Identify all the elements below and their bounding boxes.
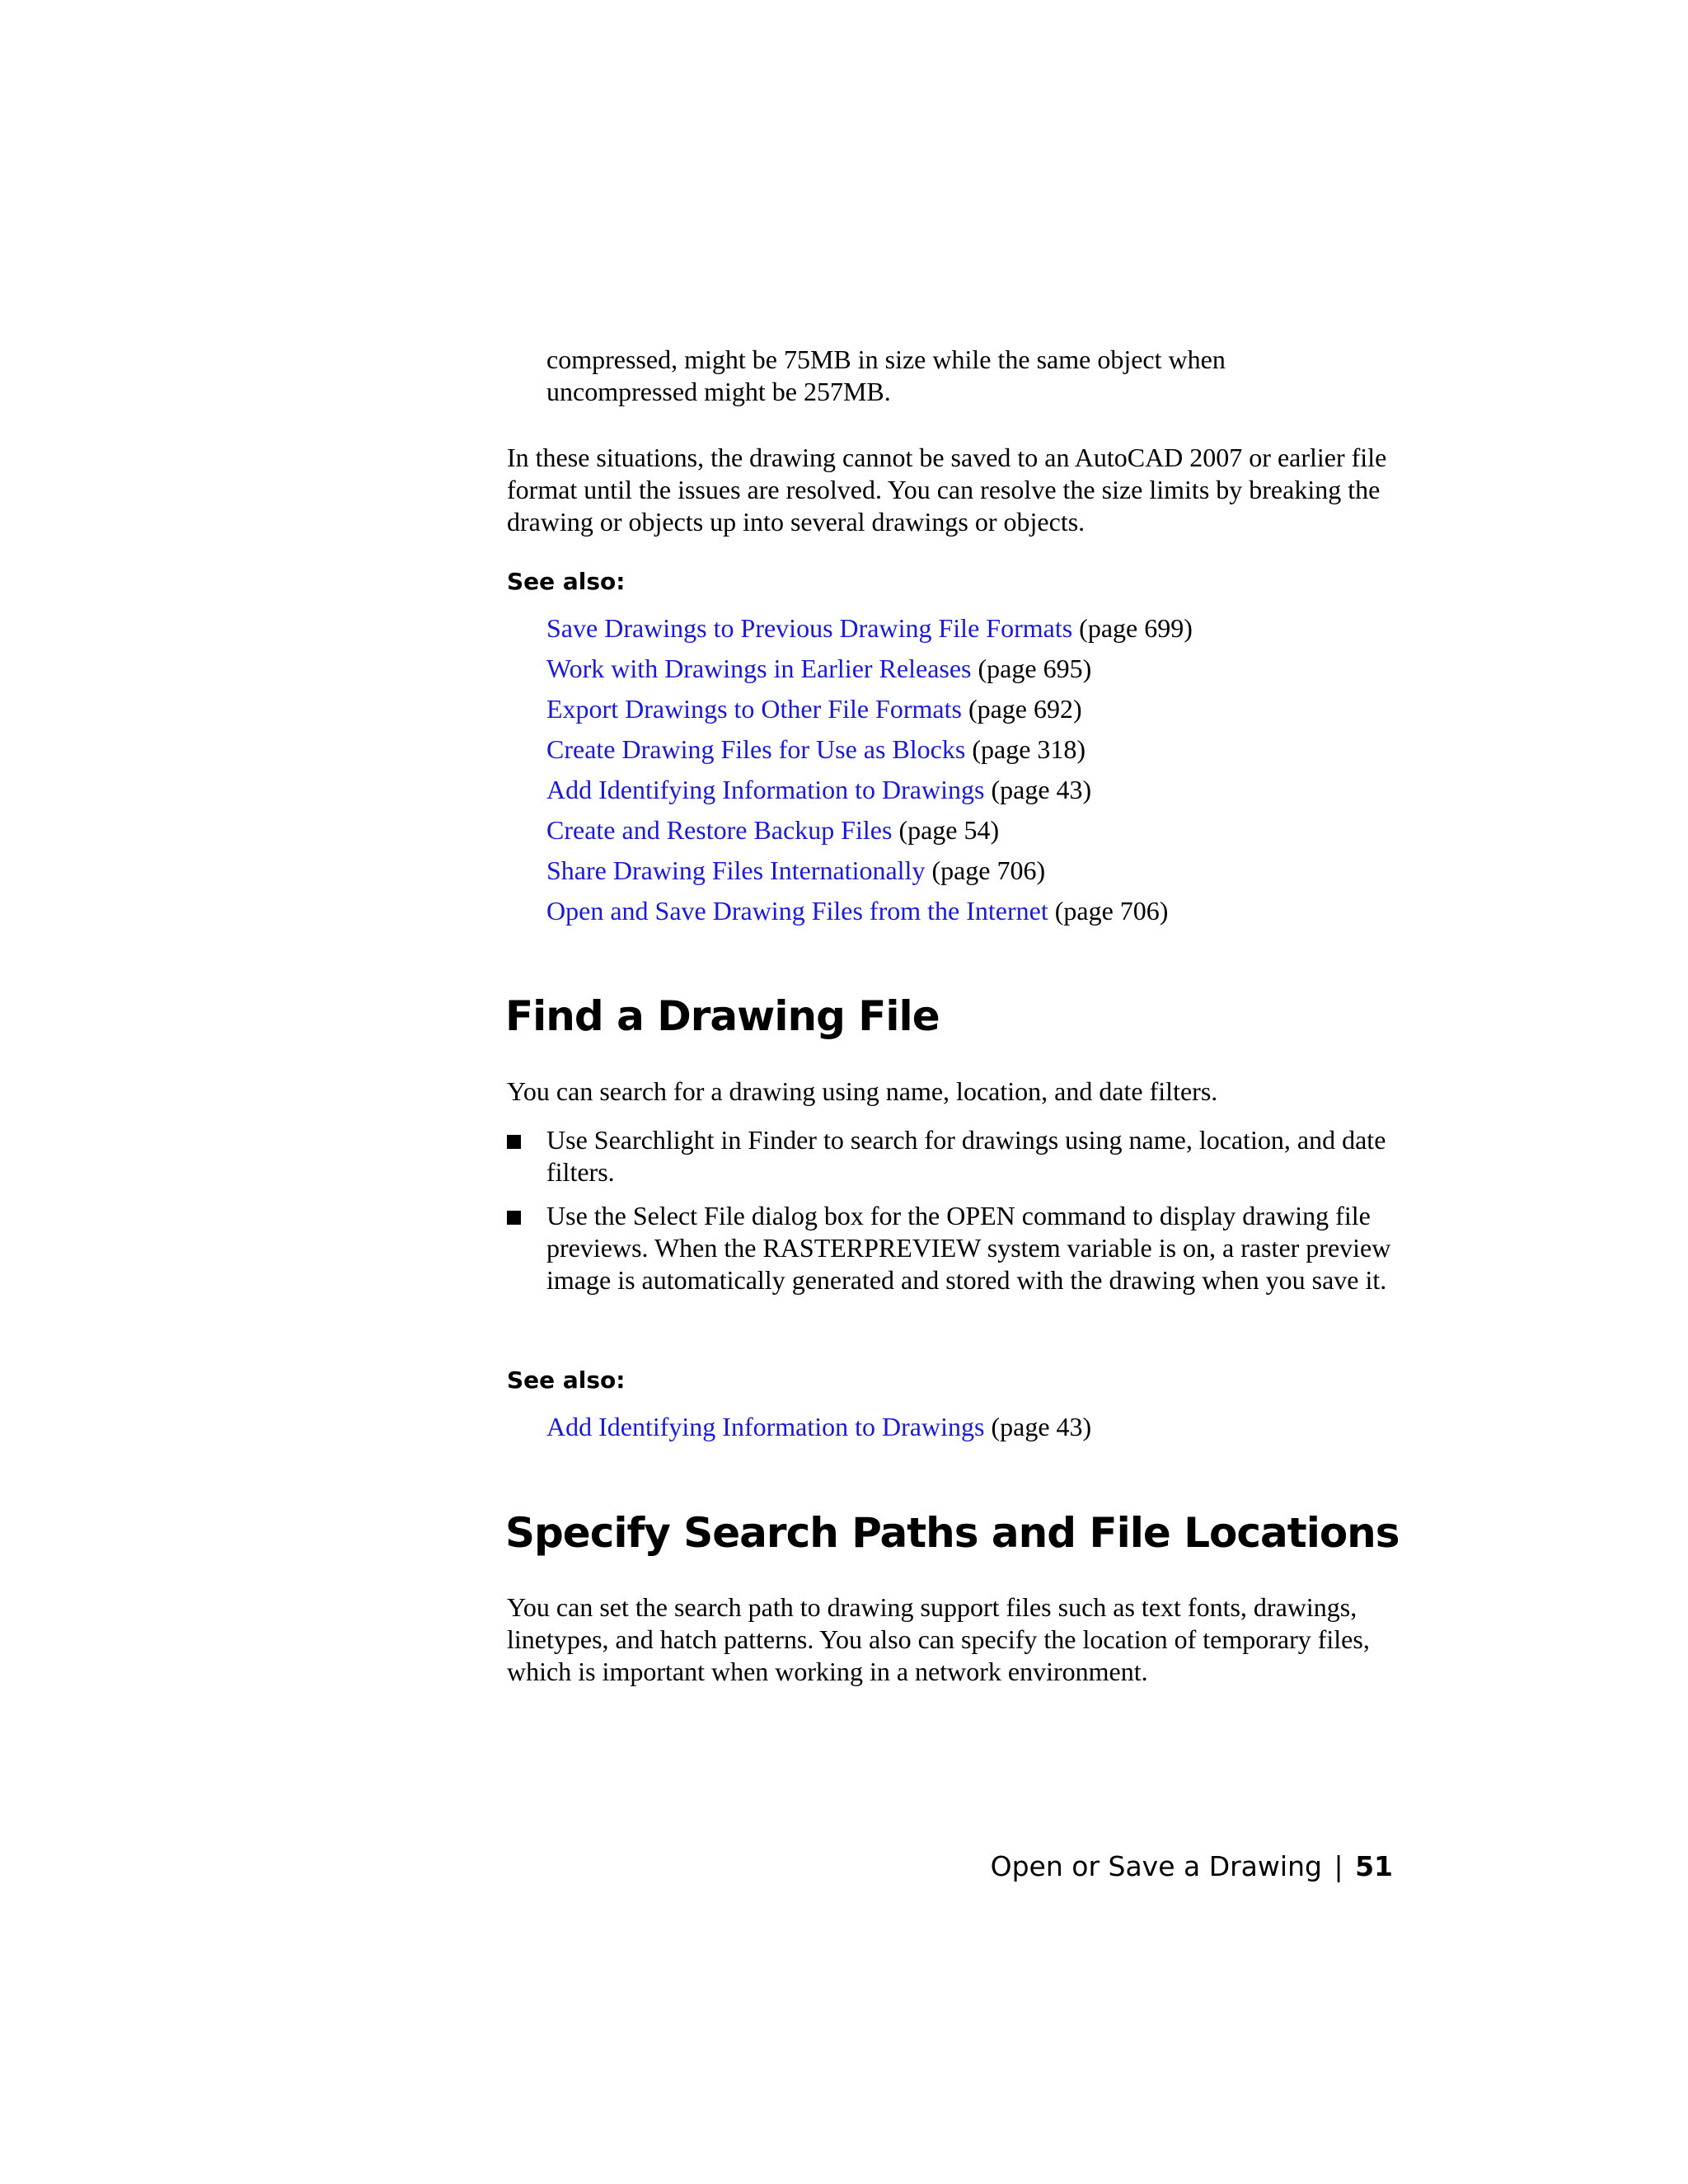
find-intro: You can search for a drawing using name, location, and date filters. bbox=[507, 1076, 1218, 1106]
see-also-item bbox=[546, 729, 1404, 770]
see-also-item bbox=[546, 891, 1404, 931]
page-number: 51 bbox=[1355, 1850, 1393, 1882]
page-reference: (page 706) bbox=[1054, 896, 1169, 926]
continued-text: compressed, might be 75MB in size while the same object when uncompressed might be 257MB. bbox=[546, 344, 1226, 406]
page-reference: (page 318) bbox=[972, 734, 1086, 764]
see-also-label: See also: bbox=[507, 568, 626, 595]
section-heading-search-paths: Specify Search Paths and File Locations bbox=[505, 1509, 1400, 1557]
see-also-link[interactable]: Share Drawing Files Internationally bbox=[546, 855, 926, 885]
bullet-item bbox=[507, 1124, 1405, 1188]
see-also-link[interactable]: Add Identifying Information to Drawings bbox=[546, 1412, 985, 1441]
see-also-item bbox=[546, 608, 1404, 649]
see-also-link[interactable]: Create and Restore Backup Files bbox=[546, 815, 893, 845]
see-also-item bbox=[546, 1407, 1404, 1447]
see-also-link[interactable]: Open and Save Drawing Files from the Internet bbox=[546, 896, 1048, 926]
page-reference: (page 43) bbox=[991, 1412, 1092, 1441]
page-footer bbox=[973, 1850, 1393, 1883]
see-also-item bbox=[546, 851, 1404, 891]
page-reference: (page 706) bbox=[931, 855, 1046, 885]
see-also-list bbox=[546, 1407, 1404, 1447]
see-also-link[interactable]: Work with Drawings in Earlier Releases bbox=[546, 654, 972, 683]
page-reference: (page 699) bbox=[1079, 613, 1193, 643]
page-reference: (page 43) bbox=[991, 775, 1092, 804]
find-bullet-list bbox=[507, 1124, 1405, 1308]
see-also-link[interactable]: Export Drawings to Other File Formats bbox=[546, 694, 962, 724]
footer-separator: | bbox=[1334, 1850, 1343, 1882]
intro-paragraph: In these situations, the drawing cannot be saved to an AutoCAD 2007 or earlier file format until the issues are resolved. You can resolve the size limits by breaking the drawing or objects up into several drawings or objects. bbox=[507, 443, 1387, 537]
page-reference: (page 692) bbox=[968, 694, 1082, 724]
search-paths-paragraph: You can set the search path to drawing support files such as text fonts, drawings, linetypes, and hatch patterns. You also can specify the location of temporary files, which is important when working in a network environment. bbox=[507, 1592, 1370, 1686]
page-reference: (page 695) bbox=[978, 654, 1092, 683]
see-also-item bbox=[546, 810, 1404, 851]
bullet-text: Use the Select File dialog box for the OPEN command to display drawing file previews. When the RASTERPREVIEW system variable is on, a raster preview image is automatically generated and stored with the drawing when you save it. bbox=[546, 1201, 1391, 1295]
see-also-link[interactable]: Add Identifying Information to Drawings bbox=[546, 775, 985, 804]
bullet-item bbox=[507, 1200, 1405, 1296]
see-also-link[interactable]: Create Drawing Files for Use as Blocks bbox=[546, 734, 966, 764]
see-also-list bbox=[546, 608, 1404, 931]
bullet-square-icon bbox=[507, 1211, 521, 1225]
section-heading-find: Find a Drawing File bbox=[505, 992, 940, 1040]
bullet-square-icon bbox=[507, 1135, 521, 1149]
see-also-item bbox=[546, 649, 1404, 689]
page-reference: (page 54) bbox=[898, 815, 1000, 845]
see-also-item bbox=[546, 689, 1404, 729]
see-also-link[interactable]: Save Drawings to Previous Drawing File Formats bbox=[546, 613, 1073, 643]
see-also-label: See also: bbox=[507, 1366, 626, 1394]
see-also-item bbox=[546, 770, 1404, 810]
bullet-text: Use Searchlight in Finder to search for drawings using name, location, and date filters. bbox=[546, 1125, 1386, 1187]
footer-chapter-title: Open or Save a Drawing bbox=[990, 1850, 1322, 1882]
